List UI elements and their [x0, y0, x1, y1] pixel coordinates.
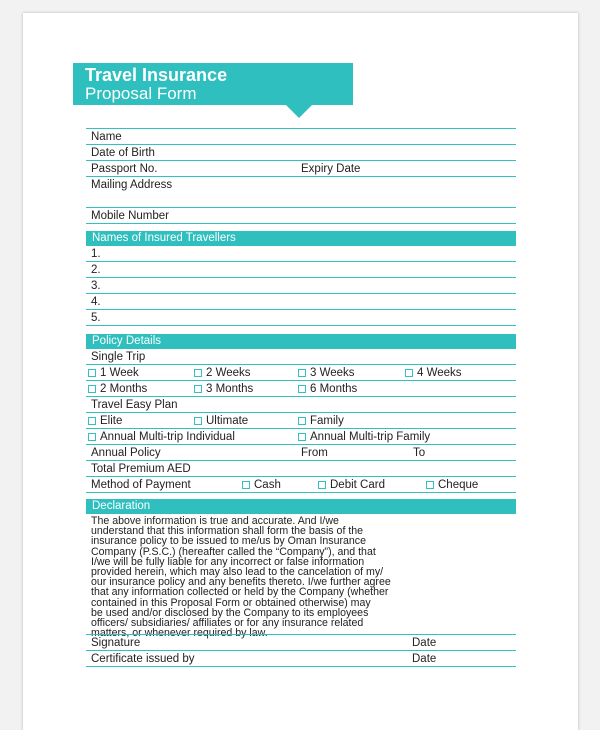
traveller-row-2[interactable]: 2.	[86, 262, 516, 278]
policy-header: Policy Details	[86, 334, 516, 349]
single-trip-row	[86, 349, 516, 365]
option-family[interactable]: Family	[298, 415, 344, 427]
certificate-label: Certificate issued by	[91, 653, 195, 665]
checkbox-icon	[194, 385, 202, 393]
payment-label: Method of Payment	[91, 479, 191, 491]
certificate-row[interactable]	[86, 651, 516, 667]
plan-row	[86, 413, 516, 429]
duration-row-2	[86, 381, 516, 397]
checkbox-icon	[88, 417, 96, 425]
duration-row-1	[86, 365, 516, 381]
checkbox-icon	[318, 481, 326, 489]
title-banner	[73, 63, 353, 105]
dob-row[interactable]	[86, 145, 516, 161]
checkbox-icon	[194, 417, 202, 425]
checkbox-icon	[298, 417, 306, 425]
annual-policy-label: Annual Policy	[91, 447, 161, 459]
option-cheque[interactable]: Cheque	[426, 479, 478, 491]
mobile-row[interactable]	[86, 208, 516, 224]
traveller-row-3[interactable]: 3.	[86, 278, 516, 294]
mailing-label: Mailing Address	[91, 179, 173, 191]
option-6-months[interactable]: 6 Months	[298, 383, 357, 395]
expiry-label: Expiry Date	[301, 163, 361, 175]
easy-plan-label: Travel Easy Plan	[91, 399, 178, 411]
checkbox-icon	[194, 369, 202, 377]
mailing-row-2[interactable]	[86, 192, 516, 208]
signature-row[interactable]	[86, 635, 516, 651]
option-4-weeks[interactable]: 4 Weeks	[405, 367, 462, 379]
mailing-row[interactable]	[86, 177, 516, 193]
premium-label: Total Premium AED	[91, 463, 191, 475]
option-3-months[interactable]: 3 Months	[194, 383, 253, 395]
option-elite[interactable]: Elite	[88, 415, 122, 427]
easy-plan-row	[86, 397, 516, 413]
title-line2: Proposal Form	[85, 84, 197, 103]
mobile-label: Mobile Number	[91, 210, 169, 222]
single-trip-label: Single Trip	[91, 351, 146, 363]
checkbox-icon	[88, 369, 96, 377]
checkbox-icon	[88, 385, 96, 393]
travellers-header: Names of Insured Travellers	[86, 231, 516, 246]
checkbox-icon	[426, 481, 434, 489]
checkbox-icon	[298, 369, 306, 377]
to-label: To	[413, 447, 426, 459]
passport-row[interactable]	[86, 161, 516, 177]
option-ultimate[interactable]: Ultimate	[194, 415, 248, 427]
date-label-1: Date	[412, 637, 437, 649]
option-2-weeks[interactable]: 2 Weeks	[194, 367, 251, 379]
option-cash[interactable]: Cash	[242, 479, 281, 491]
checkbox-icon	[405, 369, 413, 377]
premium-row[interactable]	[86, 461, 516, 477]
name-label: Name	[91, 131, 122, 143]
from-label: From	[301, 447, 328, 459]
option-multi-trip-individual[interactable]: Annual Multi-trip Individual	[88, 431, 235, 443]
checkbox-icon	[298, 385, 306, 393]
option-multi-trip-family[interactable]: Annual Multi-trip Family	[298, 431, 430, 443]
traveller-row-5[interactable]: 5.	[86, 310, 516, 326]
signature-label: Signature	[91, 637, 141, 649]
banner-notch	[286, 105, 312, 118]
dob-label: Date of Birth	[91, 147, 155, 159]
payment-row	[86, 477, 516, 493]
passport-label: Passport No.	[91, 163, 158, 175]
declaration-header: Declaration	[86, 499, 516, 514]
checkbox-icon	[88, 433, 96, 441]
title-line1: Travel Insurance	[85, 65, 228, 85]
annual-policy-row[interactable]	[86, 445, 516, 461]
name-row[interactable]	[86, 129, 516, 145]
option-3-weeks[interactable]: 3 Weeks	[298, 367, 355, 379]
declaration-text: The above information is true and accurate. And I/we understand that this information shall form the basis of the insurance policy to be issued to me/us by Oman Insurance Company (P.S.C.) (hereafter called the “Company”), and that I/we will be fully liable for any incorrect or false information provided herein, which may also lead to the cancelation of my/ our insurance policy and any benefits thereto. I/we further agree that any information collected or held by the Company (whether contained in this Proposal Form or obtained otherwise) may be used and/or disclosed by the Company to its employees officers/ subsidiaries/ affiliates or for any insurance related matters, or whenever required by law.	[91, 515, 391, 640]
traveller-row-1[interactable]: 1.	[86, 246, 516, 262]
multi-trip-row	[86, 429, 516, 445]
traveller-row-4[interactable]: 4.	[86, 294, 516, 310]
option-1-week[interactable]: 1 Week	[88, 367, 139, 379]
option-2-months[interactable]: 2 Months	[88, 383, 147, 395]
option-debit-card[interactable]: Debit Card	[318, 479, 385, 491]
date-label-2: Date	[412, 653, 437, 665]
checkbox-icon	[298, 433, 306, 441]
checkbox-icon	[242, 481, 250, 489]
